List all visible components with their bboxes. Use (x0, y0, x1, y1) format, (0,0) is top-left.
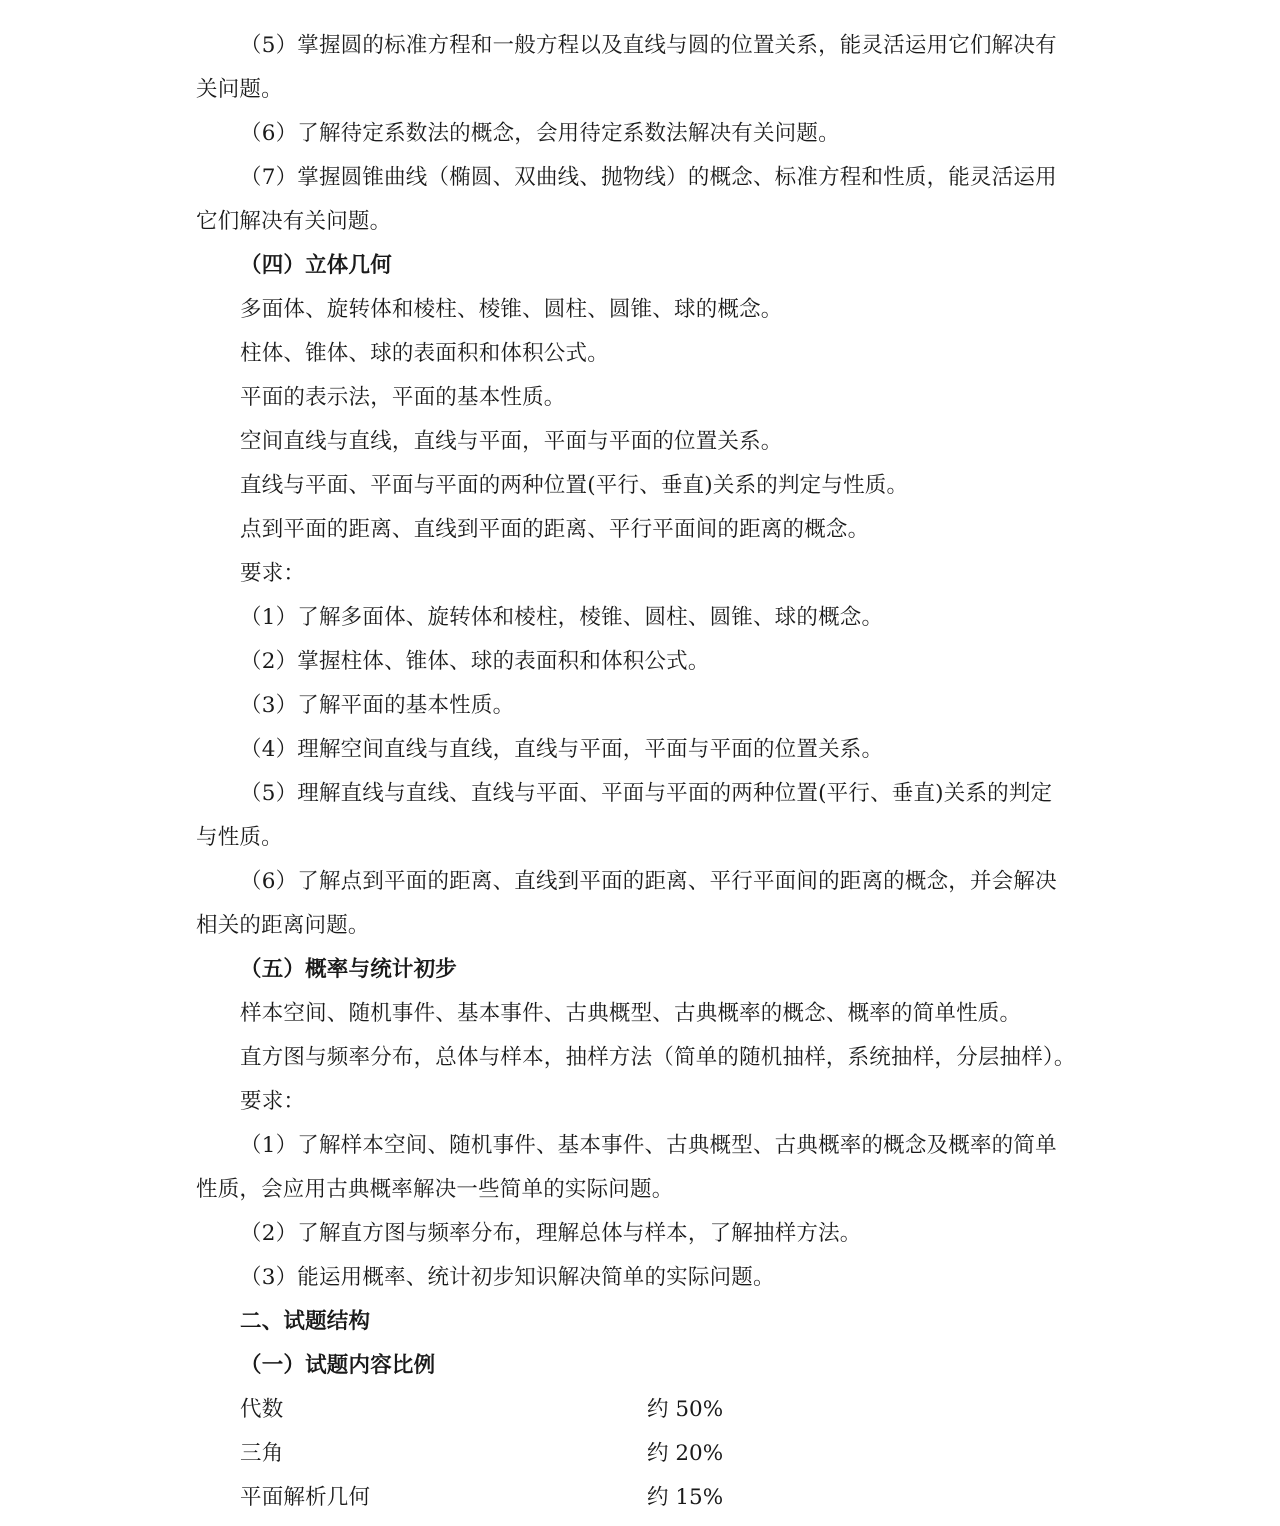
section-4-req-4: （4）理解空间直线与直线，直线与平面，平面与平面的位置关系。 (240, 737, 884, 762)
section-4-content-2: 柱体、锥体、球的表面积和体积公式。 (240, 341, 609, 366)
section-4-req-5-line-2: 与性质。 (196, 825, 283, 850)
req-7-line-2: 它们解决有关问题。 (196, 209, 392, 234)
section-4-requirements-label: 要求： (240, 561, 306, 586)
section-5-req-3: （3）能运用概率、统计初步知识解决简单的实际问题。 (240, 1265, 775, 1290)
section-4-req-3: （3）了解平面的基本性质。 (240, 693, 515, 718)
section-4-req-6-line-2: 相关的距离问题。 (196, 913, 370, 938)
section-4-req-5-line-1: （5）理解直线与直线、直线与平面、平面与平面的两种位置(平行、垂直)关系的判定 (240, 781, 1053, 806)
req-7-line-1: （7）掌握圆锥曲线（椭圆、双曲线、抛物线）的概念、标准方程和性质，能灵活运用 (240, 165, 1057, 190)
section-4-content-4: 空间直线与直线，直线与平面，平面与平面的位置关系。 (240, 429, 783, 454)
req-5-line-1: （5）掌握圆的标准方程和一般方程以及直线与圆的位置关系，能灵活运用它们解决有 (240, 33, 1057, 58)
proportion-subject-analytic-geometry: 平面解析几何 (240, 1485, 371, 1510)
proportion-share-analytic-geometry: 约 15% (647, 1485, 724, 1510)
proportion-subject-trigonometry: 三角 (240, 1441, 284, 1466)
section-5-content-2: 直方图与频率分布，总体与样本，抽样方法（简单的随机抽样，系统抽样，分层抽样）。 (240, 1045, 1076, 1070)
section-4-content-6: 点到平面的距离、直线到平面的距离、平行平面间的距离的概念。 (240, 517, 870, 542)
section-5-heading: （五）概率与统计初步 (240, 957, 458, 982)
section-5-req-1-line-2: 性质，会应用古典概率解决一些简单的实际问题。 (196, 1177, 674, 1202)
section-4-content-1: 多面体、旋转体和棱柱、棱锥、圆柱、圆锥、球的概念。 (240, 297, 783, 322)
part-2-heading: 二、试题结构 (240, 1309, 371, 1334)
proportion-share-trigonometry: 约 20% (647, 1441, 724, 1466)
section-4-req-6-line-1: （6）了解点到平面的距离、直线到平面的距离、平行平面间的距离的概念，并会解决 (240, 869, 1057, 894)
part-2-sub-heading: （一）试题内容比例 (240, 1353, 436, 1378)
section-4-content-3: 平面的表示法，平面的基本性质。 (240, 385, 566, 410)
section-5-requirements-label: 要求： (240, 1089, 306, 1114)
section-5-content-1: 样本空间、随机事件、基本事件、古典概型、古典概率的概念、概率的简单性质。 (240, 1001, 1022, 1026)
section-4-heading: （四）立体几何 (240, 253, 392, 278)
req-5-line-2: 关问题。 (196, 77, 283, 102)
req-6: （6）了解待定系数法的概念，会用待定系数法解决有关问题。 (240, 121, 840, 146)
proportion-subject-algebra: 代数 (240, 1397, 284, 1422)
section-5-req-1-line-1: （1）了解样本空间、随机事件、基本事件、古典概型、古典概率的概念及概率的简单 (240, 1133, 1057, 1158)
section-4-req-2: （2）掌握柱体、锥体、球的表面积和体积公式。 (240, 649, 710, 674)
proportion-share-algebra: 约 50% (647, 1397, 724, 1422)
section-5-req-2: （2）了解直方图与频率分布，理解总体与样本，了解抽样方法。 (240, 1221, 862, 1246)
section-4-req-1: （1）了解多面体、旋转体和棱柱，棱锥、圆柱、圆锥、球的概念。 (240, 605, 884, 630)
section-4-content-5: 直线与平面、平面与平面的两种位置(平行、垂直)关系的判定与性质。 (240, 473, 909, 498)
